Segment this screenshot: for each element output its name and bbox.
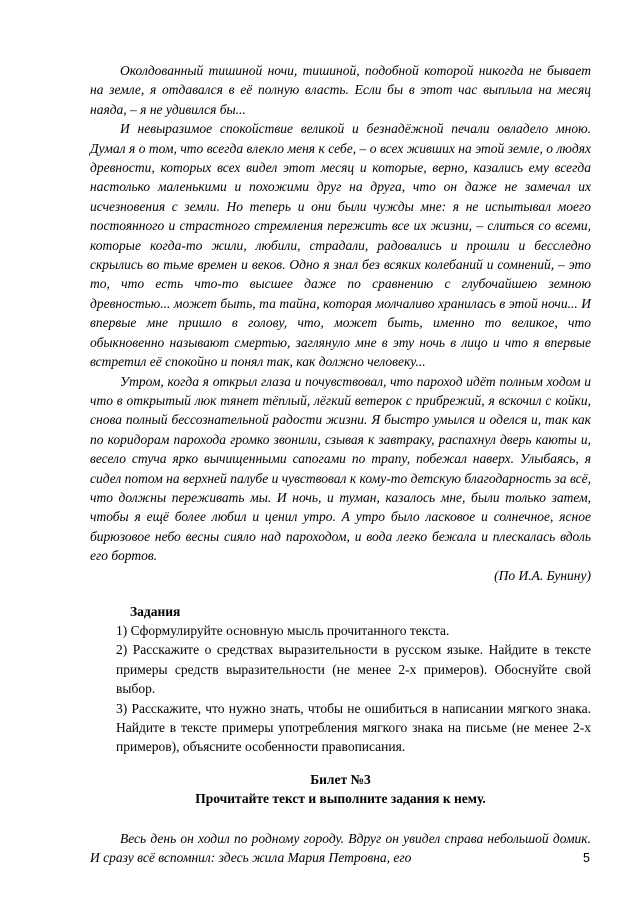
text-paragraph-3: Утром, когда я открыл глаза и почувствовал, что пароход идёт полным ходом и что в открытый люк тянет тёплый, лёгкий ветерок с прибрежий, я вскочил с койки, снова полный бессознательной радости жизни. Я быстро умылся и оделся и, так как по коридорам парохода громко звонили, сзывая к завтраку, распахнул дверь каюты и, весело стуча ярко вычищенными сапогами по трапу, побежал наверх. Улыбаясь, я сидел потом на верхней палубе и чувствовал к кому-то детскую благодарность за всё, что должны переживать мы. И ночь, и туман, казалось мне, были только затем, чтобы я ещё более любил и ценил утро. А утро было ласковое и солнечное, ясное бирюзовое небо весны сияло над пароходом, и вода легко бежала и плескалась вдоль его бортов. xyxy=(90,373,591,564)
task-item: 2) Расскажите о средствах выразительности в русском языке. Найдите в тексте примеры средств выразительности (не менее 2-х примеров). Обоснуйте свой выбор. xyxy=(116,642,591,697)
ticket-instructions: Прочитайте текст и выполните задания к нему. xyxy=(195,791,486,807)
page-number: 5 xyxy=(583,851,590,865)
document-page xyxy=(90,61,591,867)
text-paragraph-1: Околдованный тишиной ночи, тишиной, подобной которой никогда не бывает на земле, я отдавался в её полную власть. Если бы в этот час выплыла на месяц наяда, – я не удивился бы... xyxy=(90,63,591,117)
task-item: 3) Расскажите, что нужно знать, чтобы не ошибиться в написании мягкого знака. Найдите в тексте примеры употребления мягкого знака на письме (не менее 2-х примеров), объясните особенности правописания. xyxy=(116,700,591,755)
tasks-heading: Задания xyxy=(130,603,181,619)
next-text-paragraph: Весь день он ходил по родному городу. Вдруг он увидел справа небольшой домик. И сразу всё вспомнил: здесь жила Мария Петровна, его xyxy=(90,830,591,866)
ticket-title: Билет №3 xyxy=(310,771,371,787)
text-paragraph-2: И невыразимое спокойствие великой и безнадёжной печали овладело мною. Думал я о том, что всегда влекло меня к себе, – о всех живших на этой земле, о людях древности, которых всех видел этот месяц и которые, верно, казались ему всегда настолько маленькими и похожими друг на друга, что он даже не замечал их исчезновения с земли. Но теперь и они были чужды мне: я не испытывал моего постоянного и страстного стремления пережить все их жизни, – слиться со всеми, которые когда-то жили, любили, страдали, радовались и прошли и бесследно скрылись во тьме времен и веков. Одно я знал без всяких колебаний и сомнений, – это то, что есть что-то высшее даже по сравнению с глубочайшею земною древностью... может быть, та тайна, которая молчаливо хранилась в этой ночи... И впервые мне пришло в голову, что, может быть, именно то великое, что обыкновенно называют смертью, заглянуло мне в эту ночь в лицо и что я впервые встретил её спокойно и понял так, как должно человеку... xyxy=(90,121,591,370)
task-item: 1) Сформулируйте основную мысль прочитанного текста. xyxy=(116,622,450,638)
task-list xyxy=(116,621,591,757)
attribution: (По И.А. Бунину) xyxy=(494,567,591,583)
